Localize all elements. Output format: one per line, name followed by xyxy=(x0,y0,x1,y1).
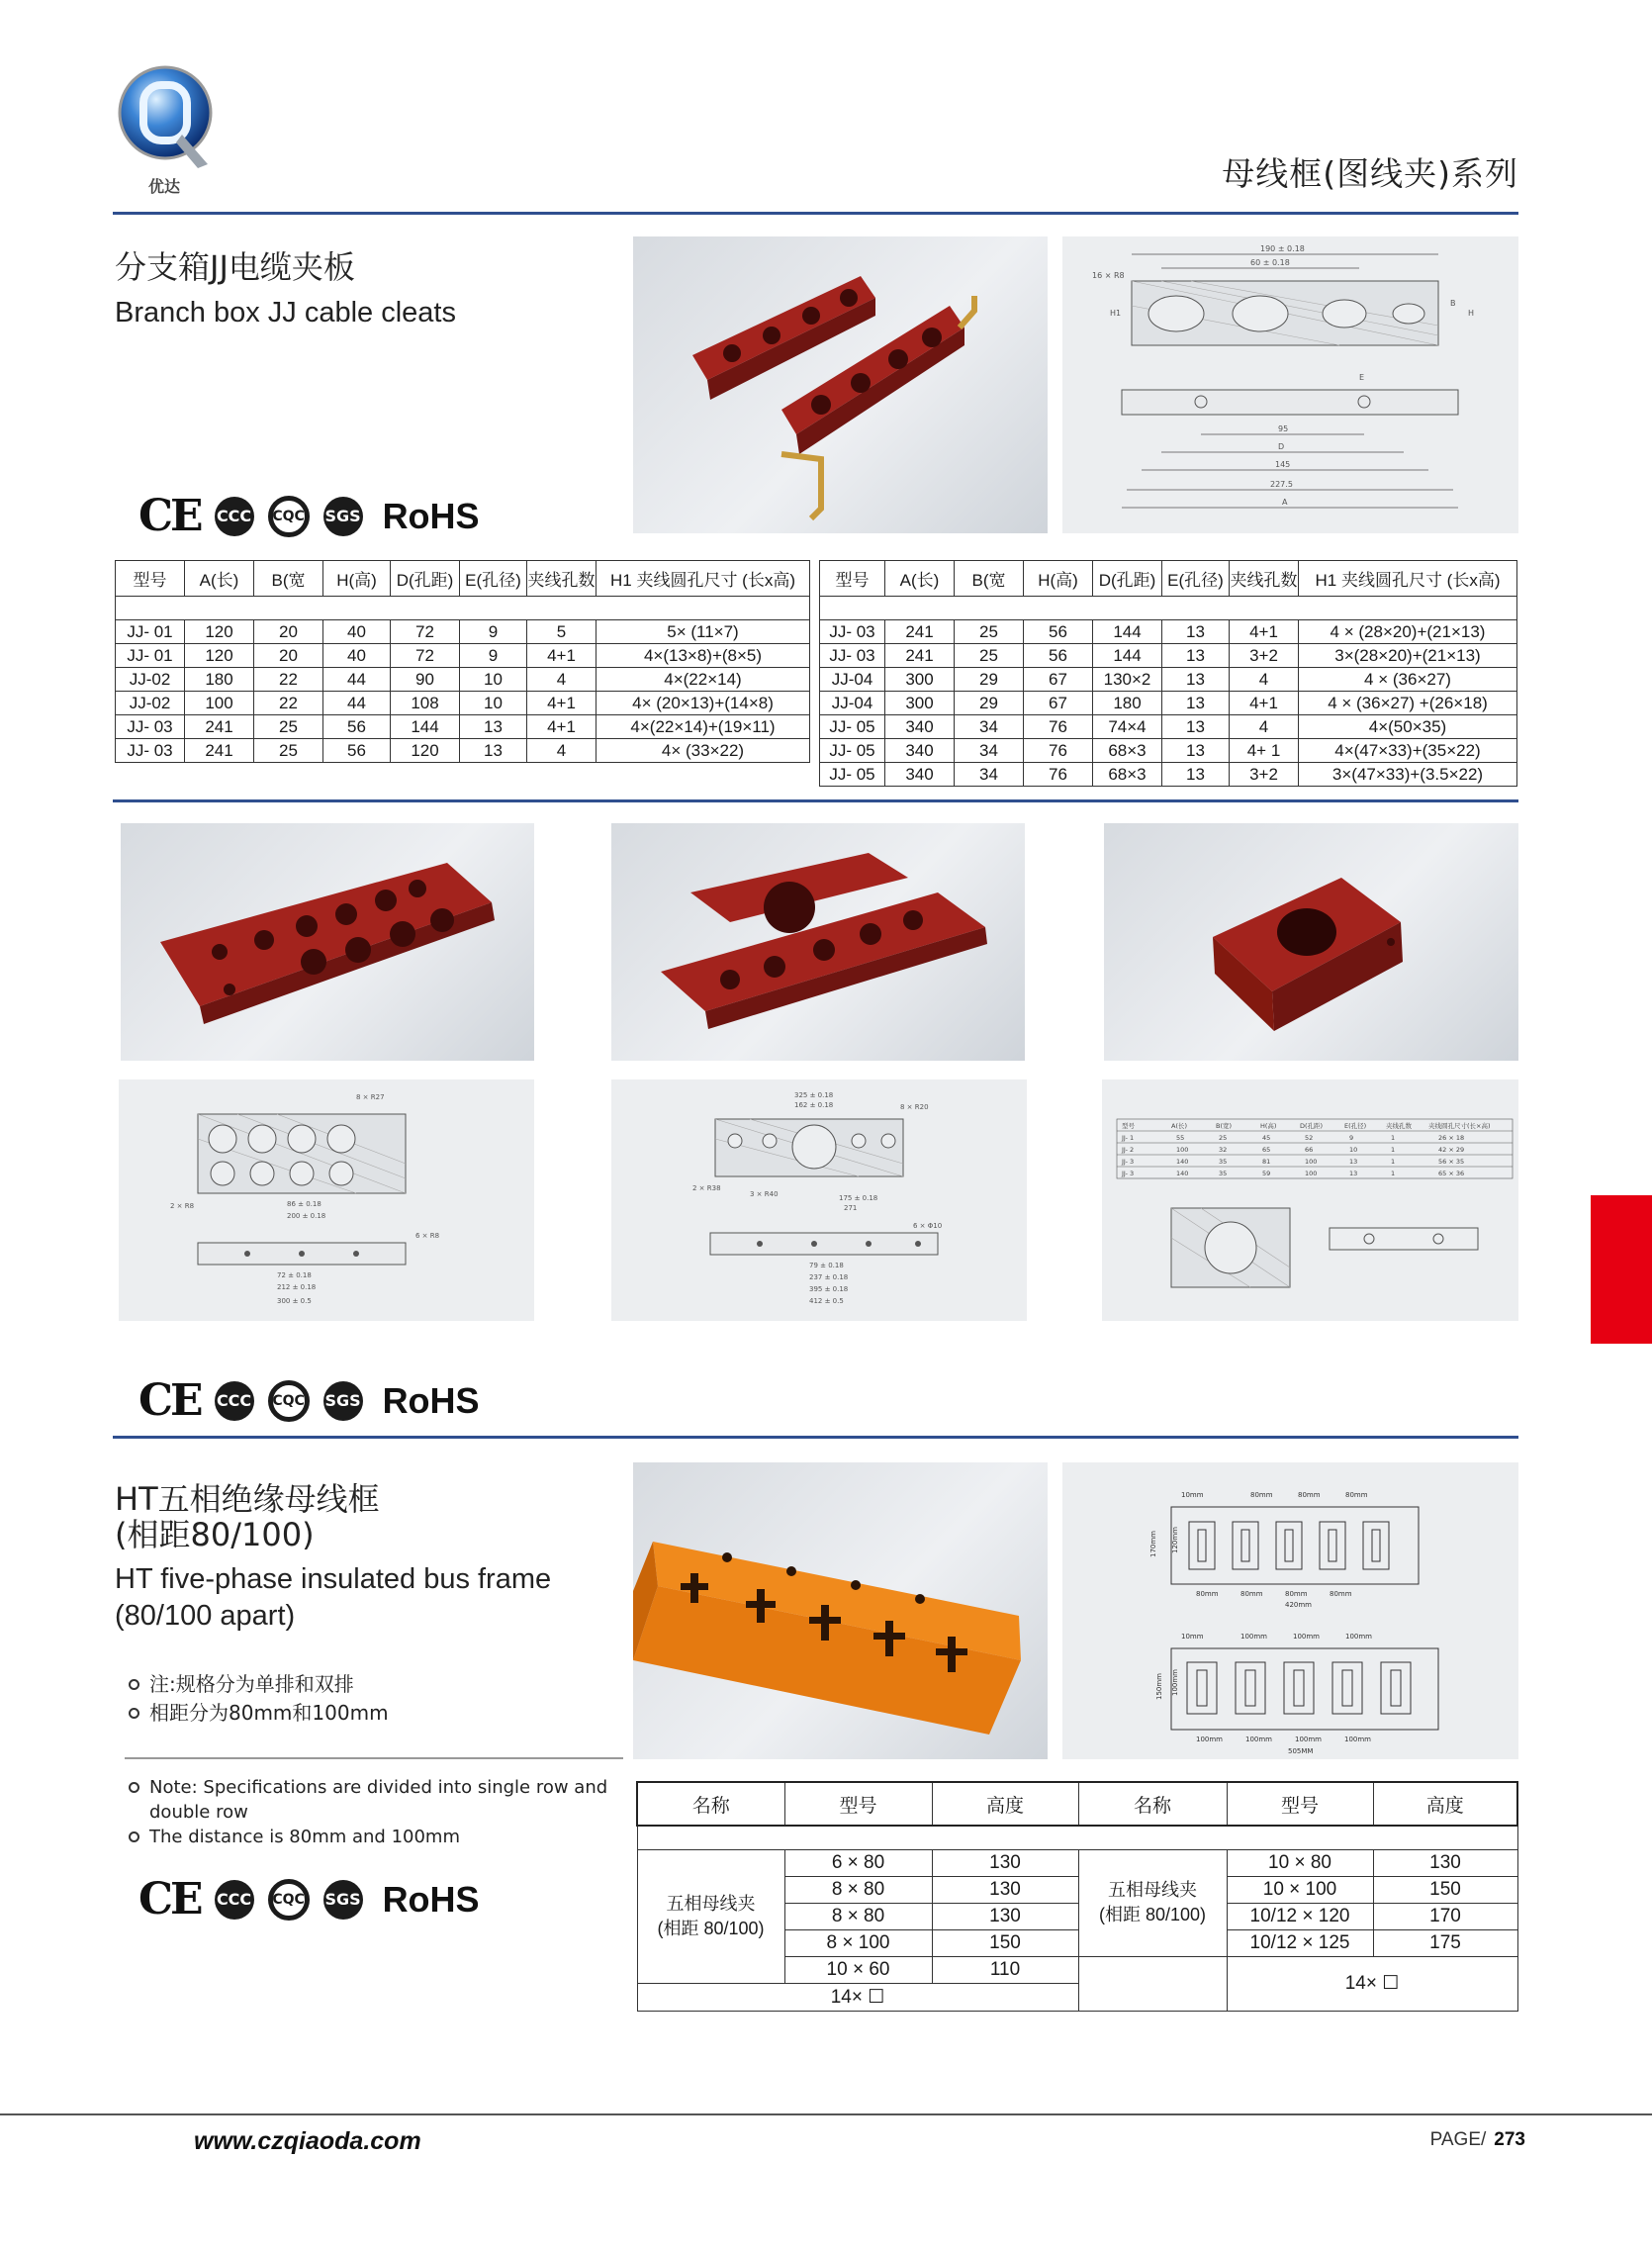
section1-title-cn: 分支箱JJ电缆夹板 xyxy=(115,248,355,286)
bullet-item: 注:规格分为单排和双排 xyxy=(129,1670,389,1699)
col-header: 名称 xyxy=(1078,1782,1227,1826)
sgs-seal-icon: SGS xyxy=(323,1381,363,1421)
sgs-seal-icon: SGS xyxy=(323,1880,363,1920)
svg-text:170mm: 170mm xyxy=(1149,1531,1157,1557)
dim-label: 212 ± 0.18 xyxy=(277,1283,317,1291)
dim-b: B xyxy=(1450,299,1456,308)
col-header: D(孔距) xyxy=(391,561,460,597)
bullet-item: Note: Specifications are divided into single row and double row xyxy=(129,1775,613,1825)
left-footer-cell: 14× ☐ xyxy=(637,1983,1078,2011)
svg-text:E(孔径): E(孔径) xyxy=(1344,1122,1367,1130)
bullet-item: 相距分为80mm和100mm xyxy=(129,1699,389,1728)
table-row: JJ-02 180 22 44 90 10 4 4×(22×14) xyxy=(116,668,810,692)
svg-text:1: 1 xyxy=(1391,1134,1396,1142)
svg-text:56 × 35: 56 × 35 xyxy=(1438,1158,1465,1166)
svg-text:100mm: 100mm xyxy=(1245,1736,1272,1743)
svg-text:1: 1 xyxy=(1391,1146,1396,1154)
ce-mark-icon: CE xyxy=(138,1375,201,1426)
table-row: 五相母线夹 (相距 80/100) 6 × 80 130 五相母线夹 (相距 80/100) 10 × 80 130 xyxy=(637,1849,1517,1876)
table-row: JJ- 05 340 34 76 68×3 13 3+2 3×(47×33)+(3.5×22) xyxy=(820,763,1517,787)
svg-text:100: 100 xyxy=(1305,1158,1318,1166)
product-name-cell: 五相母线夹 (相距 80/100) xyxy=(1078,1849,1227,1956)
svg-text:JJ- 2: JJ- 2 xyxy=(1122,1146,1135,1154)
svg-text:型号: 型号 xyxy=(1122,1122,1135,1130)
bullet-item: The distance is 80mm and 100mm xyxy=(129,1825,613,1849)
cert-row-3 xyxy=(138,1874,480,1924)
section2-title-en-sub: (80/100 apart) xyxy=(115,1600,296,1632)
jj-cable-cleat-photo xyxy=(633,236,1048,533)
col-header: H(高) xyxy=(1024,561,1093,597)
svg-text:9: 9 xyxy=(1349,1134,1354,1142)
table-row: JJ- 05 340 34 76 68×3 13 4+ 1 4×(47×33)+(35×22) xyxy=(820,739,1517,763)
rohs-label: RoHS xyxy=(382,495,480,536)
cqc-seal-icon: CQC xyxy=(268,1380,310,1422)
svg-text:100mm: 100mm xyxy=(1344,1736,1371,1743)
col-header: 高度 xyxy=(1373,1782,1517,1826)
svg-text:A(长): A(长) xyxy=(1171,1122,1188,1130)
dim-227: 227.5 xyxy=(1270,480,1293,489)
dim-95: 95 xyxy=(1278,424,1289,433)
header-rule xyxy=(113,212,1518,215)
table-row: JJ- 03 241 25 56 144 13 4+1 4×(22×14)+(19×11) xyxy=(116,715,810,739)
cleat-photo-1 xyxy=(121,823,534,1061)
svg-text:45: 45 xyxy=(1262,1134,1271,1142)
col-header: 夹线孔数 xyxy=(527,561,597,597)
dim-a: A xyxy=(1282,498,1288,507)
cleat-photo-2 xyxy=(611,823,1025,1061)
svg-text:55: 55 xyxy=(1176,1134,1185,1142)
section-rule-3 xyxy=(113,1436,1518,1439)
table-row: 10 × 60 110 14× ☐ xyxy=(637,1956,1517,1983)
svg-text:10mm: 10mm xyxy=(1181,1633,1204,1641)
website-url[interactable]: www.czqiaoda.com xyxy=(194,2127,421,2155)
dim-label: 2 × R8 xyxy=(170,1202,195,1210)
svg-text:420mm: 420mm xyxy=(1285,1601,1312,1609)
svg-text:100: 100 xyxy=(1176,1146,1189,1154)
dim-label: 412 ± 0.5 xyxy=(809,1297,844,1305)
svg-text:59: 59 xyxy=(1262,1170,1271,1177)
ht-spec-table xyxy=(636,1781,1518,2012)
svg-text:140: 140 xyxy=(1176,1158,1189,1166)
dim-145: 145 xyxy=(1275,460,1291,469)
svg-text:夹线孔数: 夹线孔数 xyxy=(1386,1122,1412,1130)
section1-title-en: Branch box JJ cable cleats xyxy=(115,297,456,328)
svg-text:65 × 36: 65 × 36 xyxy=(1438,1170,1465,1177)
dim-label: 300 ± 0.5 xyxy=(277,1297,312,1305)
dim-h1: H1 xyxy=(1110,309,1122,318)
ccc-seal-icon: CCC xyxy=(215,1381,254,1421)
table-row: JJ- 03 241 25 56 144 13 3+2 3×(28×20)+(21×13) xyxy=(820,644,1517,668)
col-header: 型号 xyxy=(1227,1782,1373,1826)
svg-text:42 × 29: 42 × 29 xyxy=(1438,1146,1465,1154)
svg-text:100mm: 100mm xyxy=(1196,1736,1223,1743)
dim-top-1: 190 ± 0.18 xyxy=(1260,244,1305,253)
svg-text:100: 100 xyxy=(1305,1170,1318,1177)
svg-text:80mm: 80mm xyxy=(1285,1590,1308,1598)
table-row: JJ- 03 241 25 56 120 13 4 4× (33×22) xyxy=(116,739,810,763)
bullets-en xyxy=(129,1775,613,1849)
section2-title-cn-sub: (相距80/100) xyxy=(115,1516,315,1553)
chapter-tab xyxy=(1591,1195,1652,1344)
table-row: 8 × 100 150 10/12 × 125 175 xyxy=(637,1929,1517,1956)
right-footer-cell: 14× ☐ xyxy=(1227,1956,1517,2011)
svg-text:25: 25 xyxy=(1219,1134,1228,1142)
svg-text:32: 32 xyxy=(1219,1146,1228,1154)
jj-spec-table-left xyxy=(115,560,810,763)
cleat-photo-3 xyxy=(1104,823,1518,1061)
svg-text:100mm: 100mm xyxy=(1171,1669,1179,1696)
table-row: JJ- 01 120 20 40 72 9 5 5× (11×7) xyxy=(116,620,810,644)
ccc-seal-icon: CCC xyxy=(215,497,254,536)
svg-text:140: 140 xyxy=(1176,1170,1189,1177)
svg-text:13: 13 xyxy=(1349,1158,1358,1166)
table-row: JJ- 05 340 34 76 74×4 13 4 4×(50×35) xyxy=(820,715,1517,739)
cleat-drawing-1 xyxy=(119,1079,534,1321)
dim-d: D xyxy=(1278,442,1285,451)
dim-label: 237 ± 0.18 xyxy=(809,1273,849,1281)
bullet-divider xyxy=(125,1757,623,1759)
col-header: A(长) xyxy=(185,561,254,597)
jj-technical-drawing xyxy=(1062,236,1518,533)
dim-label: 79 ± 0.18 xyxy=(809,1262,844,1269)
dim-label: 72 ± 0.18 xyxy=(277,1271,312,1279)
table-row: 8 × 80 130 10 × 100 150 xyxy=(637,1876,1517,1903)
section-rule-2 xyxy=(113,799,1518,802)
col-header: H1 夹线圆孔尺寸 (长x高) xyxy=(597,561,810,597)
col-header: B(宽 xyxy=(955,561,1024,597)
svg-text:66: 66 xyxy=(1305,1146,1314,1154)
dim-e: E xyxy=(1359,373,1365,382)
rohs-label: RoHS xyxy=(382,1878,480,1920)
svg-text:夹线圆孔尺寸(长×高): 夹线圆孔尺寸(长×高) xyxy=(1428,1122,1491,1130)
svg-text:1: 1 xyxy=(1391,1158,1396,1166)
svg-text:80mm: 80mm xyxy=(1330,1590,1352,1598)
svg-text:JJ- 3: JJ- 3 xyxy=(1122,1170,1135,1177)
svg-text:35: 35 xyxy=(1219,1170,1228,1177)
dim-top-2: 60 ± 0.18 xyxy=(1250,258,1290,267)
col-header: 型号 xyxy=(820,561,885,597)
svg-text:65: 65 xyxy=(1262,1146,1271,1154)
section2-title-cn: HT五相绝缘母线框 xyxy=(115,1480,380,1518)
col-header: D(孔距) xyxy=(1093,561,1162,597)
svg-text:80mm: 80mm xyxy=(1345,1491,1368,1499)
col-header: 名称 xyxy=(637,1782,784,1826)
sgs-seal-icon: SGS xyxy=(323,497,363,536)
table-row: JJ-02 100 22 44 108 10 4+1 4× (20×13)+(14×8) xyxy=(116,692,810,715)
col-header: E(孔径) xyxy=(460,561,527,597)
col-header: H(高) xyxy=(323,561,391,597)
ht-technical-drawing xyxy=(1062,1462,1518,1759)
cert-row-1 xyxy=(138,491,480,541)
svg-text:JJ- 1: JJ- 1 xyxy=(1122,1134,1135,1142)
col-header: 夹线孔数 xyxy=(1230,561,1299,597)
page-number: PAGE/ 273 xyxy=(1429,2129,1525,2150)
table-header-row xyxy=(116,561,810,597)
svg-text:13: 13 xyxy=(1349,1170,1358,1177)
cleat-drawing-2 xyxy=(611,1079,1027,1321)
svg-text:150mm: 150mm xyxy=(1155,1673,1163,1700)
dim-label: 271 xyxy=(844,1204,858,1212)
dim-label: 6 × R8 xyxy=(415,1232,440,1240)
svg-text:B(宽): B(宽) xyxy=(1216,1122,1233,1130)
dim-label: 162 ± 0.18 xyxy=(794,1101,834,1109)
footer-rule xyxy=(0,2113,1652,2115)
series-title: 母线框(图线夹)系列 xyxy=(1222,154,1518,193)
svg-text:35: 35 xyxy=(1219,1158,1228,1166)
cqc-seal-icon: CQC xyxy=(268,1879,310,1921)
col-header: 高度 xyxy=(932,1782,1078,1826)
dim-label: 325 ± 0.18 xyxy=(794,1091,834,1099)
table-row: JJ-04 300 29 67 130×2 13 4 4 × (36×27) xyxy=(820,668,1517,692)
dim-label: 3 × R40 xyxy=(750,1190,779,1198)
svg-text:D(孔距): D(孔距) xyxy=(1300,1122,1324,1130)
svg-text:100mm: 100mm xyxy=(1295,1736,1322,1743)
cleat-drawing-3 xyxy=(1102,1079,1518,1321)
svg-text:JJ- 3: JJ- 3 xyxy=(1122,1158,1135,1166)
dim-label: 8 × R27 xyxy=(356,1093,385,1101)
svg-text:100mm: 100mm xyxy=(1240,1633,1267,1641)
col-header: E(孔径) xyxy=(1162,561,1230,597)
svg-text:505MM: 505MM xyxy=(1288,1747,1314,1755)
logo-text: 优达 xyxy=(148,177,181,196)
dim-label: 395 ± 0.18 xyxy=(809,1285,849,1293)
svg-text:80mm: 80mm xyxy=(1250,1491,1273,1499)
bullets-cn xyxy=(129,1670,389,1728)
col-header: A(长) xyxy=(885,561,955,597)
table-row: 8 × 80 130 10/12 × 120 170 xyxy=(637,1903,1517,1929)
svg-text:26 × 18: 26 × 18 xyxy=(1438,1134,1465,1142)
ht-bus-frame-photo xyxy=(633,1462,1048,1759)
table-row: JJ- 01 120 20 40 72 9 4+1 4×(13×8)+(8×5) xyxy=(116,644,810,668)
table-header-row xyxy=(820,561,1517,597)
ce-mark-icon: CE xyxy=(138,1874,201,1924)
cert-row-2 xyxy=(138,1375,480,1426)
dim-label: 2 × R38 xyxy=(692,1184,721,1192)
dim-label: 8 × R20 xyxy=(900,1103,929,1111)
product-name-cell-empty xyxy=(1078,1956,1227,2011)
section2-title-en: HT five-phase insulated bus frame xyxy=(115,1563,552,1595)
col-header: H1 夹线圆孔尺寸 (长x高) xyxy=(1299,561,1517,597)
cqc-seal-icon: CQC xyxy=(268,496,310,537)
svg-text:120mm: 120mm xyxy=(1171,1527,1179,1553)
dim-h: H xyxy=(1468,309,1475,318)
svg-text:80mm: 80mm xyxy=(1196,1590,1219,1598)
ccc-seal-icon: CCC xyxy=(215,1880,254,1920)
table-header-row xyxy=(637,1782,1517,1826)
col-header: 型号 xyxy=(116,561,185,597)
col-header: 型号 xyxy=(784,1782,932,1826)
hole-label: 16 × R8 xyxy=(1092,271,1125,280)
rohs-label: RoHS xyxy=(382,1379,480,1421)
svg-text:H(高): H(高) xyxy=(1260,1122,1277,1130)
ce-mark-icon: CE xyxy=(138,491,201,541)
svg-text:10mm: 10mm xyxy=(1181,1491,1204,1499)
product-name-cell: 五相母线夹 (相距 80/100) xyxy=(637,1849,784,1983)
dim-label: 86 ± 0.18 xyxy=(287,1200,321,1208)
svg-text:80mm: 80mm xyxy=(1240,1590,1263,1598)
table-row: JJ-04 300 29 67 180 13 4+1 4 × (36×27) +(26×18) xyxy=(820,692,1517,715)
svg-text:100mm: 100mm xyxy=(1293,1633,1320,1641)
svg-text:1: 1 xyxy=(1391,1170,1396,1177)
svg-text:10: 10 xyxy=(1349,1146,1358,1154)
dim-label: 175 ± 0.18 xyxy=(839,1194,878,1202)
col-header: B(宽 xyxy=(254,561,323,597)
jj-spec-table-right xyxy=(819,560,1517,787)
svg-text:52: 52 xyxy=(1305,1134,1314,1142)
table-row: JJ- 03 241 25 56 144 13 4+1 4 × (28×20)+(21×13) xyxy=(820,620,1517,644)
svg-text:81: 81 xyxy=(1262,1158,1271,1166)
svg-text:80mm: 80mm xyxy=(1298,1491,1321,1499)
dim-label: 200 ± 0.18 xyxy=(287,1212,326,1220)
svg-text:100mm: 100mm xyxy=(1345,1633,1372,1641)
dim-label: 6 × Φ10 xyxy=(913,1222,943,1230)
